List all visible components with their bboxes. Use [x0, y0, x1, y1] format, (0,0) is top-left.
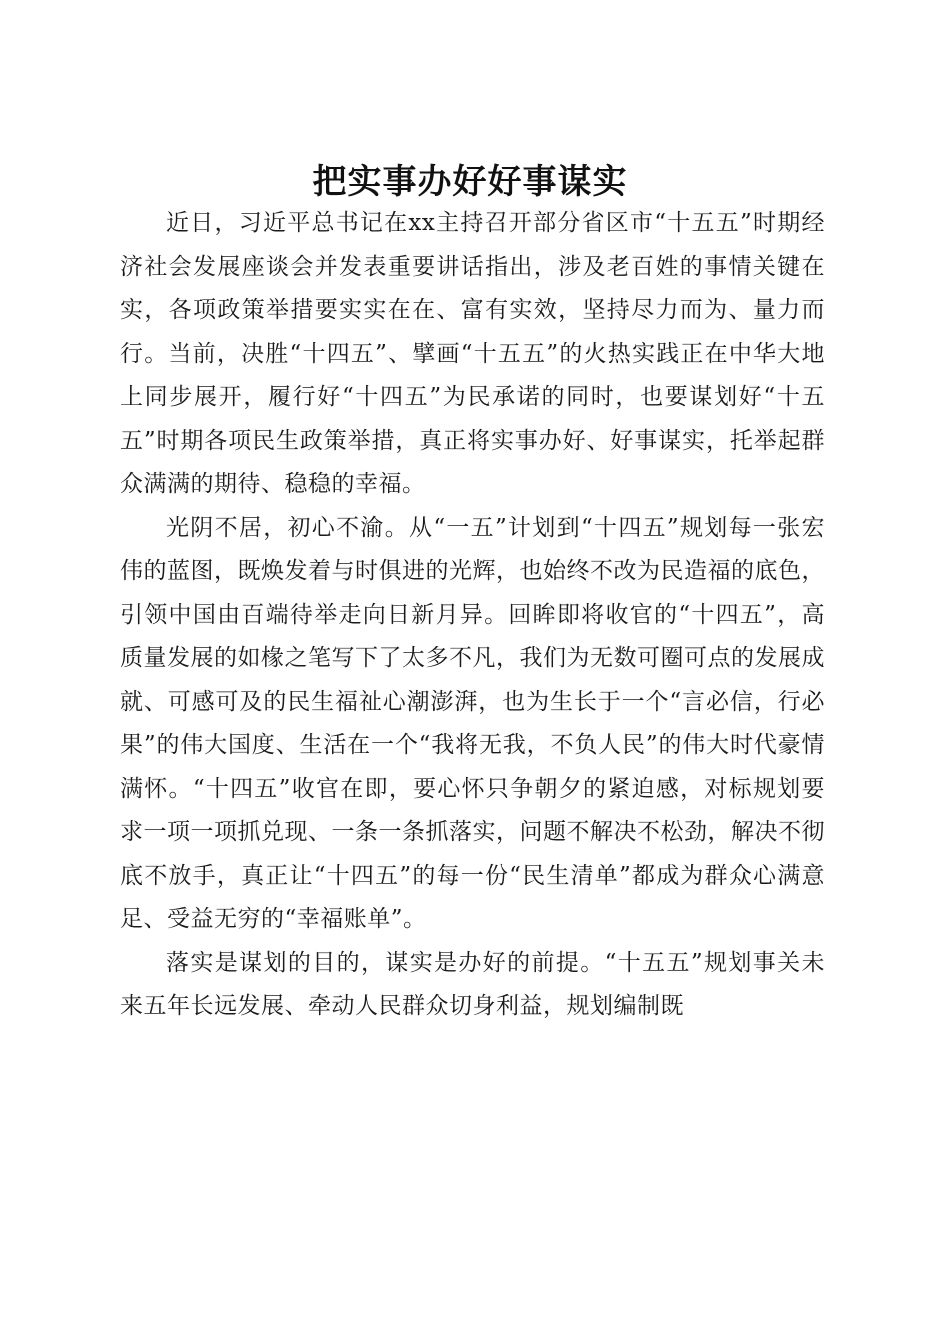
paragraph: 落实是谋划的目的，谋实是办好的前提。“十五五”规划事关未来五年长远发展、牵动人民群众切身利益，规划编制既: [120, 949, 825, 1019]
document-body: [120, 202, 825, 1029]
paragraph: 光阴不居，初心不渝。从“一五”计划到“十四五”规划每一张宏伟的蓝图，既焕发着与时俱进的光辉，也始终不改为民造福的底色，引领中国由百端待举走向日新月异。回眸即将收官的“十四五”，高质量发展的如椽之笔写下了太多不凡，我们为无数可圈可点的发展成就、可感可及的民生福祉心潮澎湃，也为生长于一个“言必信，行必果”的伟大国度、生活在一个“我将无我，不负人民”的伟大时代豪情满怀。“十四五”收官在即，要心怀只争朝夕的紧迫感，对标规划要求一项一项抓兑现、一条一条抓落实，问题不解决不松劲，解决不彻底不放手，真正让“十四五”的每一份“民生清单”都成为群众心满意足、受益无穷的“幸福账单”。: [120, 514, 825, 932]
paragraph: 近日，习近平总书记在xx主持召开部分省区市“十五五”时期经济社会发展座谈会并发表重要讲话指出，涉及老百姓的事情关键在实，各项政策举措要实实在在、富有实效，坚持尽力而为、量力而行。当前，决胜“十四五”、擘画“十五五”的火热实践正在中华大地上同步展开，履行好“十四五”为民承诺的同时，也要谋划好“十五五”时期各项民生政策举措，真正将实事办好、好事谋实，托举起群众满满的期待、稳稳的幸福。: [120, 210, 825, 497]
document-title: 把实事办好好事谋实: [312, 161, 628, 202]
